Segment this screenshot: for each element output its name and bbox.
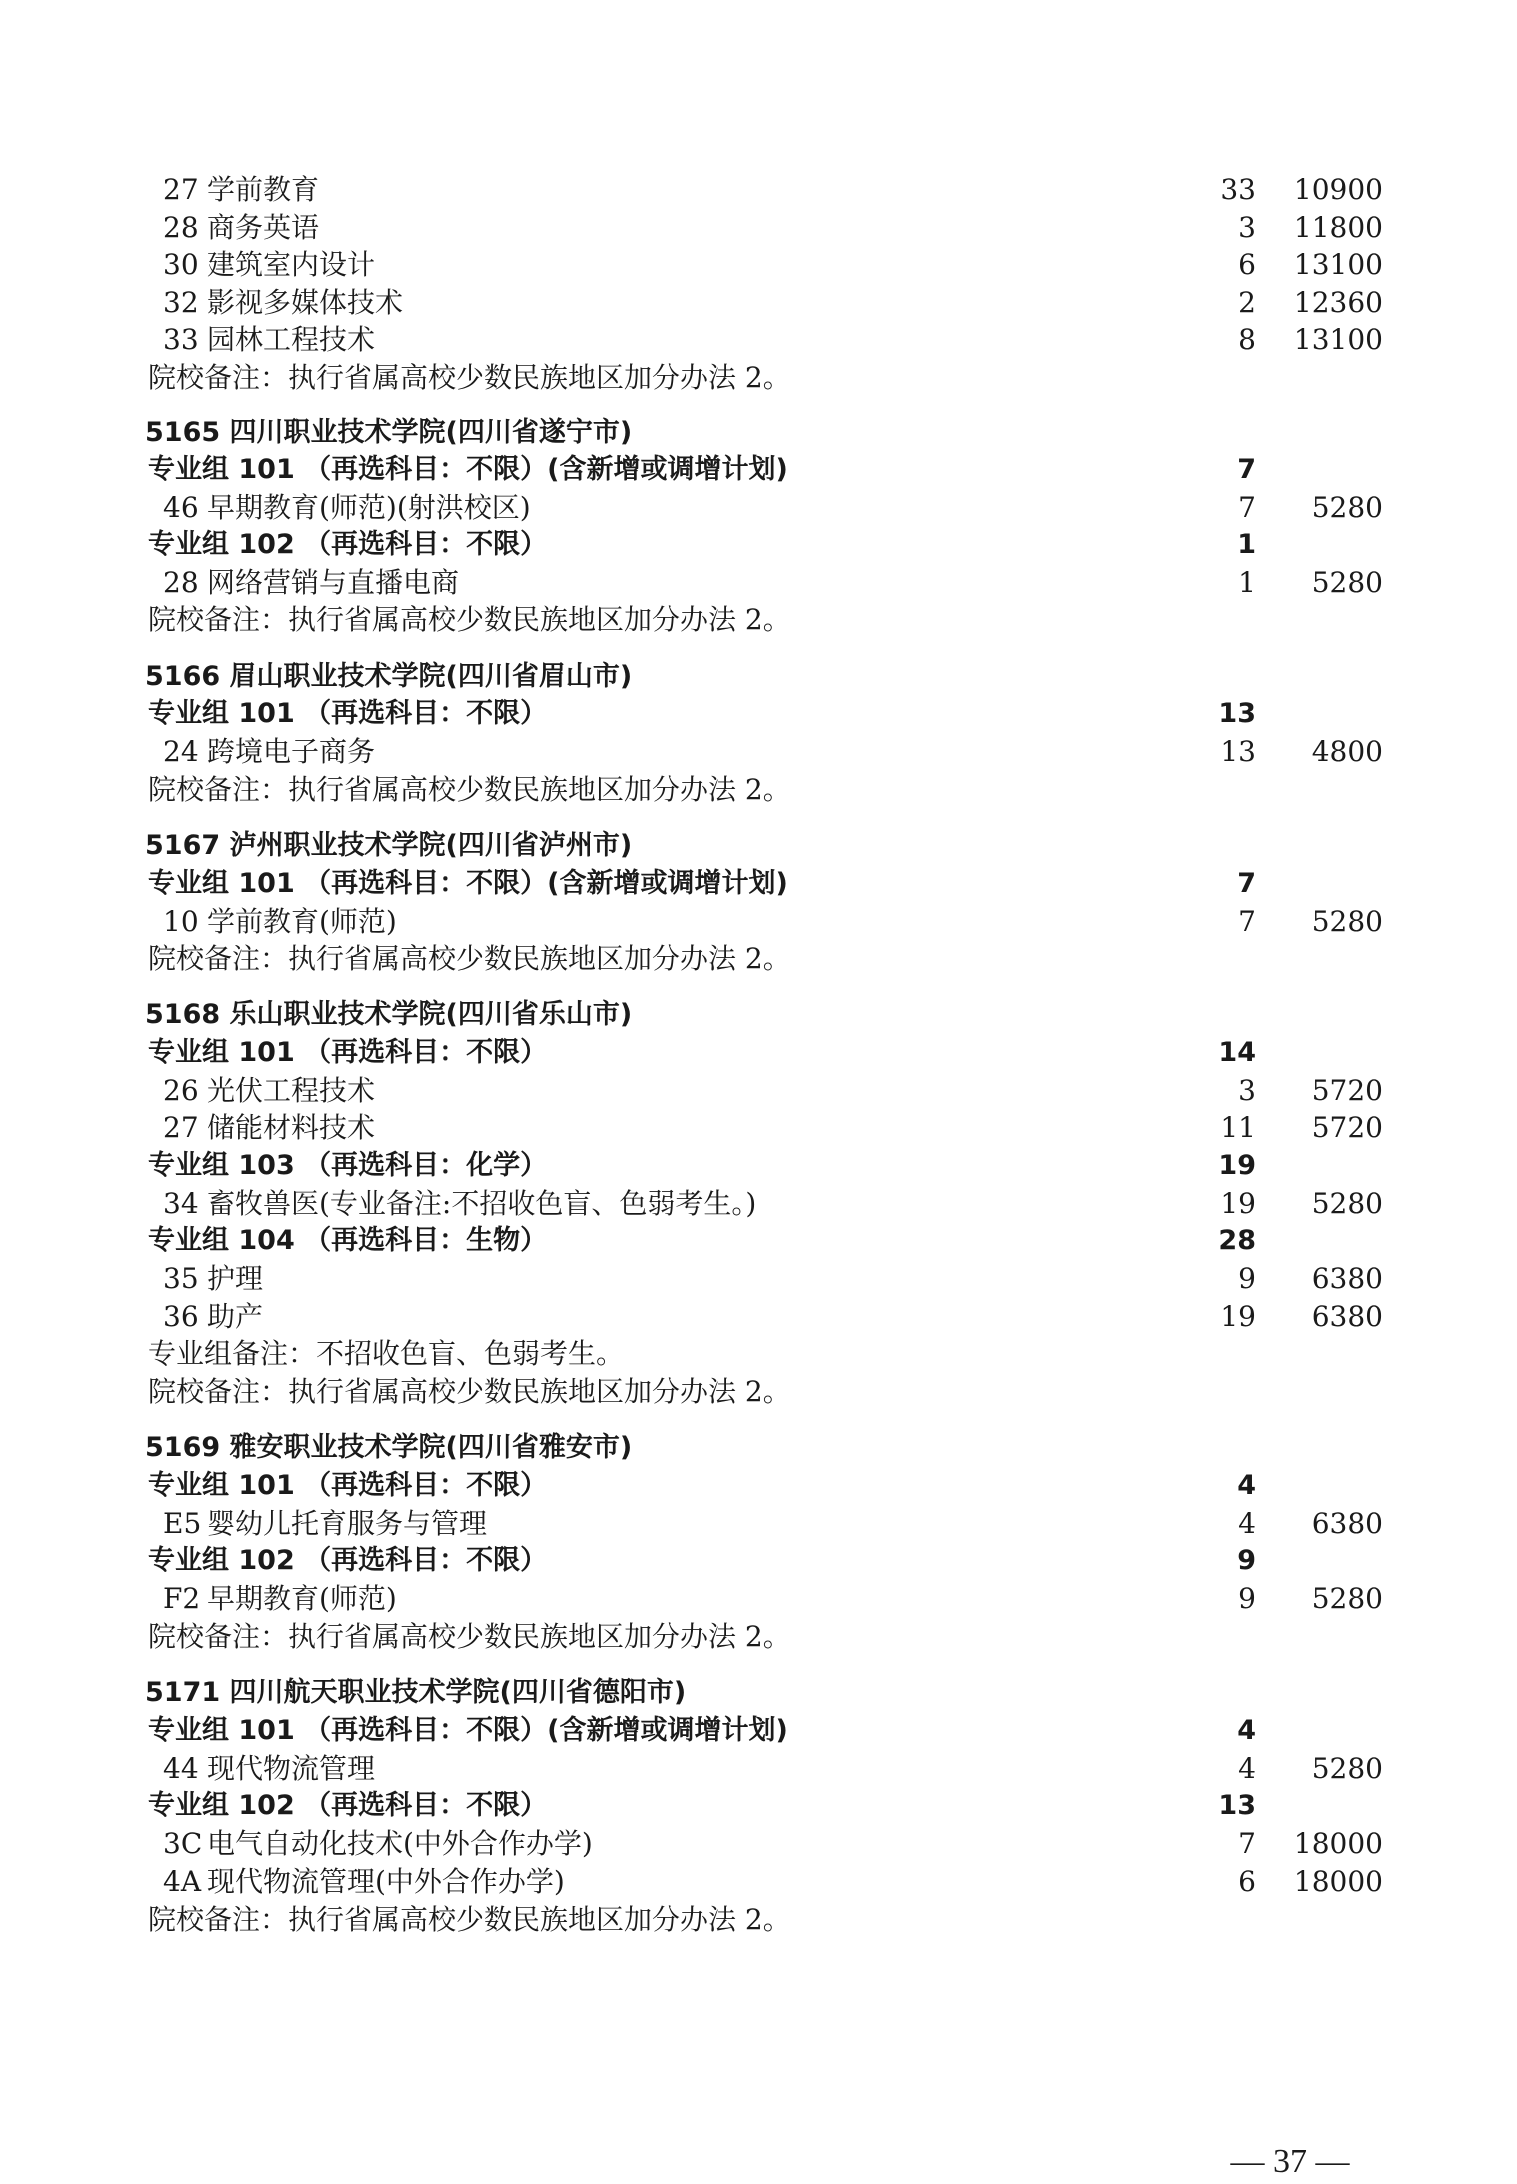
group-plan-count: 9 — [1237, 1545, 1256, 1576]
major-tuition: 4800 — [1311, 735, 1383, 768]
group-plan-count: 28 — [1218, 1225, 1256, 1256]
group-row — [0, 1541, 1517, 1581]
major-plan-count: 2 — [1238, 286, 1256, 319]
group-row — [0, 1033, 1517, 1073]
major-tuition: 18000 — [1293, 1865, 1383, 1898]
major-row — [0, 208, 1517, 248]
note-row — [0, 770, 1517, 810]
major-plan-count: 19 — [1220, 1187, 1256, 1220]
note-text: 院校备注：执行省属高校少数民族地区加分办法 2。 — [148, 942, 791, 975]
school-row — [0, 1428, 1517, 1468]
school-row — [0, 657, 1517, 697]
major-name: 早期教育(师范) — [207, 1582, 397, 1615]
major-plan-count: 8 — [1238, 323, 1256, 356]
note-row — [0, 1372, 1517, 1412]
major-plan-count: 7 — [1238, 905, 1256, 938]
major-code: 36 — [163, 1300, 199, 1333]
major-code: 10 — [163, 905, 199, 938]
major-name: 畜牧兽医(专业备注:不招收色盲、色弱考生。) — [207, 1187, 757, 1220]
major-tuition: 18000 — [1293, 1827, 1383, 1860]
major-plan-count: 1 — [1238, 566, 1256, 599]
major-tuition: 5280 — [1311, 1187, 1383, 1220]
major-code: 30 — [163, 248, 199, 281]
major-code: 44 — [163, 1752, 199, 1785]
note-text: 院校备注：执行省属高校少数民族地区加分办法 2。 — [148, 1375, 791, 1408]
school-row — [0, 413, 1517, 453]
major-plan-count: 4 — [1238, 1507, 1256, 1540]
major-plan-count: 7 — [1238, 491, 1256, 524]
major-row — [0, 732, 1517, 772]
major-tuition: 6380 — [1311, 1507, 1383, 1540]
major-name: 跨境电子商务 — [207, 735, 376, 768]
major-code: 4A — [163, 1865, 202, 1898]
major-plan-count: 19 — [1220, 1300, 1256, 1333]
group-plan-count: 7 — [1237, 868, 1256, 899]
group-row — [0, 525, 1517, 565]
group-plan-count: 13 — [1218, 698, 1256, 729]
major-tuition: 5720 — [1311, 1111, 1383, 1144]
major-name: 助产 — [207, 1300, 264, 1333]
group-plan-count: 19 — [1218, 1150, 1256, 1181]
major-plan-count: 9 — [1238, 1582, 1256, 1615]
group-row — [0, 1786, 1517, 1826]
major-code: 27 — [163, 173, 199, 206]
note-text: 院校备注：执行省属高校少数民族地区加分办法 2。 — [148, 1620, 791, 1653]
group-title: 专业组 103 （再选科目：化学） — [148, 1150, 548, 1181]
major-name: 学前教育 — [207, 173, 320, 206]
major-row — [0, 1579, 1517, 1619]
major-code: 33 — [163, 323, 199, 356]
group-plan-count: 4 — [1237, 1470, 1256, 1501]
school-title: 5167 泸州职业技术学院(四川省泸州市) — [145, 830, 633, 861]
group-title: 专业组 102 （再选科目：不限） — [148, 1545, 548, 1576]
group-row — [0, 694, 1517, 734]
major-row — [0, 902, 1517, 942]
group-title: 专业组 102 （再选科目：不限） — [148, 529, 548, 560]
major-tuition: 10900 — [1293, 173, 1383, 206]
major-name: 早期教育(师范)(射洪校区) — [207, 491, 531, 524]
major-plan-count: 7 — [1238, 1827, 1256, 1860]
major-name: 商务英语 — [207, 211, 320, 244]
major-plan-count: 3 — [1238, 211, 1256, 244]
major-tuition: 13100 — [1293, 248, 1383, 281]
note-row — [0, 358, 1517, 398]
group-title: 专业组 101 （再选科目：不限）(含新增或调增计划) — [148, 454, 788, 485]
major-name: 现代物流管理 — [207, 1752, 376, 1785]
major-tuition: 12360 — [1293, 286, 1383, 319]
major-plan-count: 9 — [1238, 1262, 1256, 1295]
group-title: 专业组 102 （再选科目：不限） — [148, 1790, 548, 1821]
major-name: 学前教育(师范) — [207, 905, 397, 938]
school-title: 5166 眉山职业技术学院(四川省眉山市) — [145, 661, 633, 692]
group-plan-count: 4 — [1237, 1715, 1256, 1746]
major-tuition: 13100 — [1293, 323, 1383, 356]
major-row — [0, 488, 1517, 528]
major-code: 28 — [163, 211, 199, 244]
major-code: 46 — [163, 491, 199, 524]
major-plan-count: 3 — [1238, 1074, 1256, 1107]
school-title: 5171 四川航天职业技术学院(四川省德阳市) — [145, 1677, 687, 1708]
school-title: 5165 四川职业技术学院(四川省遂宁市) — [145, 417, 633, 448]
note-text: 专业组备注：不招收色盲、色弱考生。 — [148, 1337, 625, 1370]
major-code: 27 — [163, 1111, 199, 1144]
group-row — [0, 1466, 1517, 1506]
group-row — [0, 1221, 1517, 1261]
major-plan-count: 6 — [1238, 248, 1256, 281]
group-plan-count: 7 — [1237, 454, 1256, 485]
major-tuition: 11800 — [1293, 211, 1383, 244]
major-plan-count: 13 — [1220, 735, 1256, 768]
major-code: 28 — [163, 566, 199, 599]
major-row — [0, 1184, 1517, 1224]
group-row — [0, 1711, 1517, 1751]
major-tuition: 5280 — [1311, 1752, 1383, 1785]
major-row — [0, 1749, 1517, 1789]
group-title: 专业组 101 （再选科目：不限）(含新增或调增计划) — [148, 868, 788, 899]
major-tuition: 5280 — [1311, 905, 1383, 938]
group-title: 专业组 101 （再选科目：不限） — [148, 698, 548, 729]
major-plan-count: 11 — [1220, 1111, 1256, 1144]
major-row — [0, 1071, 1517, 1111]
page-number: — 37 — — [1230, 2143, 1350, 2180]
note-row — [0, 1334, 1517, 1374]
major-row — [0, 1504, 1517, 1544]
group-title: 专业组 101 （再选科目：不限） — [148, 1470, 548, 1501]
major-code: E5 — [163, 1507, 202, 1540]
major-row — [0, 1824, 1517, 1864]
school-row — [0, 1673, 1517, 1713]
major-row — [0, 1108, 1517, 1148]
major-code: 24 — [163, 735, 199, 768]
note-row — [0, 1617, 1517, 1657]
school-title: 5169 雅安职业技术学院(四川省雅安市) — [145, 1432, 633, 1463]
major-tuition: 6380 — [1311, 1262, 1383, 1295]
major-name: 护理 — [207, 1262, 264, 1295]
major-row — [0, 1259, 1517, 1299]
group-row — [0, 864, 1517, 904]
note-text: 院校备注：执行省属高校少数民族地区加分办法 2。 — [148, 773, 791, 806]
note-row — [0, 600, 1517, 640]
major-row — [0, 563, 1517, 603]
note-text: 院校备注：执行省属高校少数民族地区加分办法 2。 — [148, 1903, 791, 1936]
major-code: 35 — [163, 1262, 199, 1295]
note-text: 院校备注：执行省属高校少数民族地区加分办法 2。 — [148, 603, 791, 636]
major-name: 光伏工程技术 — [207, 1074, 376, 1107]
note-row — [0, 1900, 1517, 1940]
group-plan-count: 13 — [1218, 1790, 1256, 1821]
major-row — [0, 320, 1517, 360]
note-row — [0, 939, 1517, 979]
major-name: 现代物流管理(中外合作办学) — [207, 1865, 565, 1898]
major-code: 32 — [163, 286, 199, 319]
major-code: 3C — [163, 1827, 203, 1860]
group-title: 专业组 101 （再选科目：不限） — [148, 1037, 548, 1068]
group-title: 专业组 101 （再选科目：不限）(含新增或调增计划) — [148, 1715, 788, 1746]
major-plan-count: 6 — [1238, 1865, 1256, 1898]
major-code: 34 — [163, 1187, 199, 1220]
school-row — [0, 826, 1517, 866]
group-row — [0, 450, 1517, 490]
major-tuition: 5280 — [1311, 566, 1383, 599]
group-title: 专业组 104 （再选科目：生物） — [148, 1225, 548, 1256]
major-name: 婴幼儿托育服务与管理 — [207, 1507, 488, 1540]
major-row — [0, 245, 1517, 285]
major-plan-count: 4 — [1238, 1752, 1256, 1785]
major-code: 26 — [163, 1074, 199, 1107]
major-row — [0, 1297, 1517, 1337]
school-title: 5168 乐山职业技术学院(四川省乐山市) — [145, 999, 633, 1030]
major-name: 建筑室内设计 — [207, 248, 376, 281]
major-name: 网络营销与直播电商 — [207, 566, 460, 599]
major-name: 园林工程技术 — [207, 323, 376, 356]
major-plan-count: 33 — [1220, 173, 1256, 206]
major-name: 电气自动化技术(中外合作办学) — [207, 1827, 593, 1860]
major-row — [0, 1862, 1517, 1902]
school-row — [0, 995, 1517, 1035]
major-tuition: 5280 — [1311, 1582, 1383, 1615]
note-text: 院校备注：执行省属高校少数民族地区加分办法 2。 — [148, 361, 791, 394]
major-name: 储能材料技术 — [207, 1111, 376, 1144]
major-row — [0, 170, 1517, 210]
major-name: 影视多媒体技术 — [207, 286, 404, 319]
major-tuition: 6380 — [1311, 1300, 1383, 1333]
major-tuition: 5720 — [1311, 1074, 1383, 1107]
major-code: F2 — [163, 1582, 201, 1615]
group-row — [0, 1146, 1517, 1186]
group-plan-count: 14 — [1218, 1037, 1256, 1068]
major-tuition: 5280 — [1311, 491, 1383, 524]
group-plan-count: 1 — [1237, 529, 1256, 560]
major-row — [0, 283, 1517, 323]
